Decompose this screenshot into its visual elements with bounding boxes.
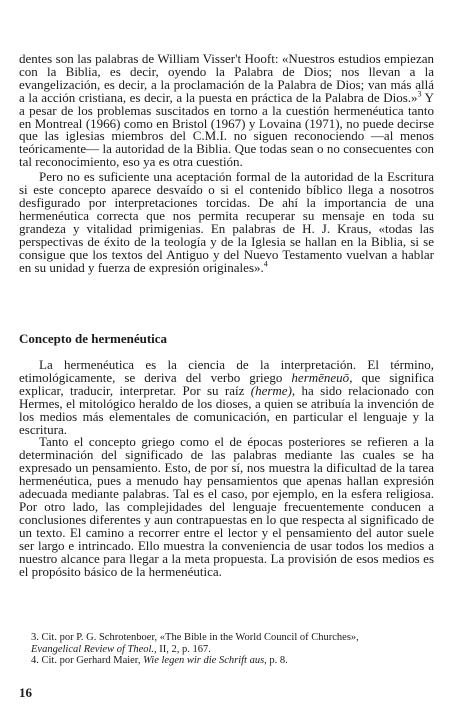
- footnote-3-text: 3. Cit. por P. G. Schrotenboer, «The Bible in the World Council of Churches»,: [31, 632, 359, 643]
- paragraph-1: [19, 53, 434, 169]
- greek-term: hermēneuō: [291, 369, 350, 385]
- paragraph-3: [19, 359, 434, 436]
- body-text-bottom: [19, 359, 434, 578]
- paragraph-3-text: La hermenéutica es la ciencia de la interpretación. El término, etimológicamente, se deriva del verbo griego: [19, 357, 434, 385]
- page-number: 16: [19, 685, 32, 700]
- footnote-3-journal: Evangelical Review of Theol.: [31, 643, 155, 655]
- paragraph-1-text-cont: Y a pesar de los problemas suscitados en torno a la cuestión hermenéutica tanto en Montreal (1966) como en Bristol (1967) y Lovaina (1971), no puede decirse que las iglesias miembros del C.M.I. no siguen reconociendo —al menos teóricamente— la autoridad de la Biblia. Que todas sean o no consecuentes con tal reconocimiento, eso ya es otra cuestión.: [19, 89, 435, 170]
- footnotes: [19, 632, 434, 667]
- paragraph-4: Tanto el concepto griego como el de épocas posteriores se refieren a la determinación del significado de las palabras mediante las cuales se ha expresado un pensamiento. Esto, de por sí, nos muestra la dificultad de la tarea hermenéutica, pues a menudo hay pensamientos que apenas hallan expresión adecuada mediante palabras. Tal es el caso, por ejemplo, en la esfera religiosa. Por otro lado, las complejidades del lenguaje frecuentemente conducen a conclusiones diferentes y aun contrapuestas en lo que respecta al significado de un texto. El camino a recorrer entre el lector y el pensamiento del autor suele ser largo e intrincado. Ello muestra la conveniencia de usar todos los medios a nuestro alcance para llegar a la meta propuesta. La provisión de esos medios es el propósito básico de la hermenéutica.: [19, 434, 434, 579]
- section-heading: Concepto de hermenéutica: [19, 331, 168, 346]
- footnote-4-text-end: , p. 8.: [264, 655, 288, 666]
- paragraph-1-text: dentes son las palabras de William Visser't Hooft: «Nuestros estudios empiezan con la Biblia, es decir, oyendo la Palabra de Dios; nos llevan a la evangelización, es decir, a la proclamación de la Palabra de Dios; van más allá a la acción cristiana, es decir, a la puesta en práctica de la Palabra de Dios.»: [19, 51, 434, 105]
- footnote-3: [19, 632, 434, 655]
- paragraph-3-text-b: , que significa explicar, traducir, interpretar. Por su raíz: [19, 369, 434, 398]
- footnote-4-text: 4. Cit. por Gerhard Maier,: [31, 655, 144, 666]
- footnote-ref-4: 4: [263, 259, 268, 269]
- paragraph-2-text: Pero no es suficiente una aceptación formal de la autoridad de la Escritura si este concepto aparece desvaído o si el contenido bíblico llega a nosotros desfigurado por interpretaciones torcidas. De ahí la importancia de una hermenéutica correcta que nos permita recuperar su mensaje en toda su grandeza y vitalidad primigenias. En palabras de H. J. Kraus, «todas las perspectivas de éxito de la teología y de la Iglesia se hallan en la Biblia, si se consigue que los textos del Antiguo y del Nuevo Testamento vuelvan a hablar en su unidad y fuerza de expresión originales».: [19, 169, 434, 275]
- footnote-4: [19, 655, 434, 667]
- paragraph-3-text-c: , ha sido relacionado con Hermes, el mitológico heraldo de los dioses, a quien se atribuía la invención de los medios más elementales de comunicación, en particular el lenguaje y la escritura.: [19, 382, 434, 437]
- root-term: (herme): [250, 382, 292, 398]
- body-text-top: [19, 53, 434, 274]
- paragraph-2: [19, 171, 434, 274]
- footnote-ref-3: 3: [417, 89, 422, 99]
- footnote-4-title: Wie legen wir die Schrift aus: [143, 655, 265, 666]
- footnote-3-text-end: , II, 2, p. 167.: [154, 643, 211, 655]
